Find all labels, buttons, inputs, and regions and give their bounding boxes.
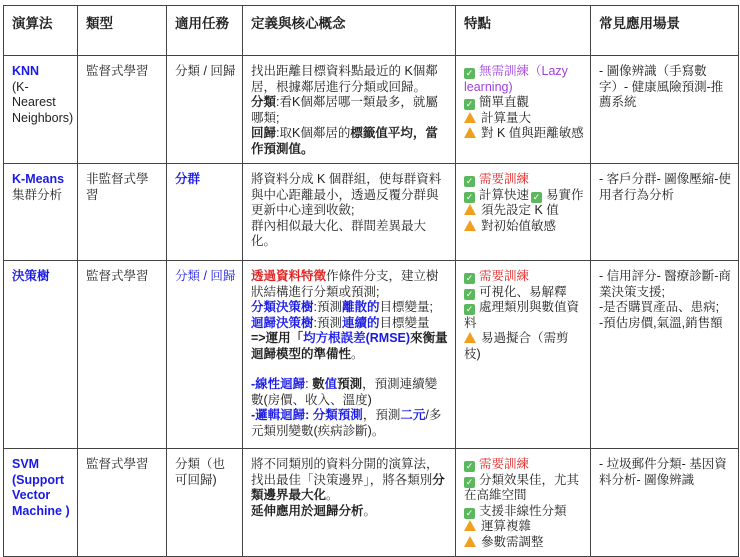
definition-cell — [243, 261, 456, 449]
algorithm-cell — [4, 164, 78, 261]
column-header: 演算法 — [4, 6, 78, 56]
text-segment: KNN — [12, 64, 40, 78]
feature-item — [464, 172, 584, 188]
text-segment: 決策樹 — [12, 269, 50, 283]
features-cell — [456, 449, 591, 557]
text-segment: =>運用「 — [251, 331, 304, 345]
text-segment: -線性迴歸 — [251, 377, 306, 391]
text-segment: 需要訓練 — [479, 269, 530, 283]
text-segment: - 圖像辨識（手寫數字）- 健康風險預測-推薦系統 — [599, 64, 724, 109]
paragraph — [251, 362, 449, 377]
feature-item — [464, 269, 584, 285]
text-segment: -是否購買產品、患病; — [599, 300, 720, 314]
feature-item — [464, 504, 584, 520]
warning-icon — [464, 127, 476, 138]
text-segment: 運算複雜 — [481, 519, 532, 533]
feature-item — [464, 188, 584, 204]
text-segment: 對 K 值與距離敏感 — [481, 126, 584, 140]
paragraph — [251, 95, 449, 126]
text-segment: 計算快速 — [479, 187, 530, 202]
text-segment: 均方根誤差(RMSE) — [303, 331, 411, 345]
text-segment: 預測 — [337, 377, 363, 391]
feature-item — [464, 300, 584, 331]
feature-item — [464, 111, 584, 127]
paragraph — [599, 316, 732, 332]
text-segment: 數 — [312, 377, 325, 391]
feature-item — [464, 95, 584, 111]
algorithm-cell — [4, 261, 78, 449]
header-row — [4, 6, 739, 56]
text-segment: 支援非線性分類 — [479, 503, 567, 518]
text-segment: 分類 / 回歸 — [175, 64, 236, 78]
algorithm-comparison-table — [3, 5, 739, 557]
algorithm-cell — [4, 449, 78, 557]
check-icon: ✓ — [465, 507, 474, 518]
text-segment: 可視化、易解釋 — [479, 284, 567, 299]
text-segment: 需要訓練 — [479, 172, 530, 186]
paragraph — [12, 64, 71, 80]
text-segment: :預測 — [313, 300, 342, 314]
column-header: 適用任務 — [167, 6, 243, 56]
paragraph — [599, 172, 732, 203]
text-segment: 目標變量; — [379, 300, 433, 314]
feature-item — [464, 285, 584, 301]
text-segment: :看K個鄰居哪一類最多，就屬哪類; — [251, 95, 438, 125]
feature-item — [464, 331, 584, 362]
type-cell: 監督式學習 — [78, 449, 167, 557]
check-icon: ✓ — [465, 191, 474, 202]
text-segment: -邏輯迴歸: 分類預測 — [251, 408, 363, 422]
warning-icon — [464, 204, 476, 215]
text-segment: - 客戶分群- 圖像壓縮-使用者行為分析 — [599, 172, 731, 202]
table-row — [4, 56, 739, 164]
check-icon: ✓ — [465, 176, 474, 186]
paragraph — [12, 79, 74, 127]
task-cell — [167, 449, 243, 557]
text-segment: 二元 — [400, 408, 426, 422]
text-segment: 延伸應用於迴歸分析 — [251, 503, 364, 518]
warning-icon — [464, 112, 476, 123]
text-segment: 來衡量迴歸模型的準備性 — [251, 331, 448, 361]
check-icon: ✓ — [465, 68, 474, 78]
text-segment: 。 — [326, 488, 339, 502]
text-segment: 將資料分成 K 個群組，使每群資料與中心距離最小，透過反覆分群與更新中心達到收斂; — [251, 172, 442, 217]
check-icon: ✓ — [465, 461, 474, 471]
text-segment: - 垃圾郵件分類- 基因資料分析- 圖像辨識 — [599, 457, 727, 487]
feature-item — [464, 457, 584, 473]
paragraph — [599, 269, 732, 300]
feature-item — [464, 64, 584, 95]
warning-icon — [464, 332, 476, 343]
text-segment: 無需訓練（Lazy learning) — [464, 64, 568, 94]
definition-cell — [243, 449, 456, 557]
text-segment: 分類效果佳，尤其在高維空間 — [464, 472, 580, 502]
paragraph — [12, 172, 71, 188]
applications-cell — [591, 261, 739, 449]
type-cell: 非監督式學習 — [78, 164, 167, 261]
text-segment: 計算量大 — [481, 110, 532, 125]
text-segment: 集群分析 — [12, 187, 63, 202]
text-segment: :取K個鄰居的 — [276, 126, 351, 140]
warning-icon — [464, 220, 476, 231]
text-segment: 將不同類別的資料分開的演算法，找出最佳「決策邊界」，將各類別 — [251, 457, 439, 487]
paragraph — [12, 269, 71, 285]
warning-icon — [464, 520, 476, 531]
paragraph — [251, 408, 449, 439]
table-row — [4, 164, 739, 261]
type-cell: 監督式學習 — [78, 56, 167, 164]
text-segment: 群內相似最大化、群間差異最大化。 — [251, 218, 427, 248]
text-segment: : — [305, 377, 313, 391]
paragraph — [251, 331, 449, 362]
paragraph — [599, 300, 732, 316]
feature-item — [464, 535, 584, 551]
check-icon: ✓ — [532, 191, 541, 202]
algorithm-cell — [4, 56, 78, 164]
text-segment: 作條件分支，建立樹狀結構進行分類或預測; — [251, 269, 439, 299]
text-segment: :預測 — [313, 315, 342, 330]
feature-item — [464, 519, 584, 535]
features-cell — [456, 164, 591, 261]
text-segment: 易過擬合（需剪枝) — [464, 331, 569, 361]
column-header: 常見應用場景 — [591, 6, 739, 56]
text-segment: 目標變量 — [379, 315, 430, 330]
paragraph — [251, 269, 449, 300]
text-segment: ，預測連續變數(房價、收入、溫度) — [251, 377, 438, 407]
features-cell — [456, 56, 591, 164]
text-segment: SVM (Support Vector Machine ) — [12, 457, 70, 518]
text-segment: 處理類別與數值資料 — [464, 300, 580, 330]
features-cell — [456, 261, 591, 449]
task-cell — [167, 56, 243, 164]
text-segment: (K-Nearest Neighbors) — [12, 79, 74, 125]
paragraph — [251, 300, 449, 316]
text-segment: 分類邊界最大化 — [251, 472, 445, 502]
definition-cell — [243, 164, 456, 261]
type-cell: 監督式學習 — [78, 261, 167, 449]
check-icon: ✓ — [465, 99, 474, 109]
text-segment: 迴歸決策樹 — [251, 315, 314, 330]
text-segment: 連續的 — [342, 315, 380, 330]
text-segment: 找出距離目標資料點最近的 K個鄰居，根據鄰居進行分類或回歸。 — [251, 64, 438, 94]
check-icon: ✓ — [465, 476, 474, 487]
text-segment: 對初始值敏感 — [481, 218, 557, 233]
text-segment: 回歸 — [251, 126, 277, 140]
paragraph — [599, 457, 732, 488]
text-segment: 分群 — [175, 172, 201, 186]
text-segment: 參數需調整 — [481, 534, 544, 549]
text-segment: -預估房價,氣溫,銷售額 — [599, 315, 723, 330]
text-segment: 。 — [351, 346, 364, 361]
column-header: 定義與核心概念 — [243, 6, 456, 56]
text-segment: 分類（也可回歸) — [175, 457, 226, 487]
check-icon: ✓ — [465, 273, 474, 283]
paragraph — [12, 188, 71, 204]
paragraph — [12, 457, 71, 519]
text-segment: - 信用評分- 醫療診斷-商業決策支援; — [599, 269, 731, 299]
applications-cell — [591, 56, 739, 164]
text-segment: 須先設定 K 值 — [481, 203, 559, 217]
definition-cell — [243, 56, 456, 164]
column-header: 類型 — [78, 6, 167, 56]
feature-item — [464, 203, 584, 219]
text-segment: ，預測 — [362, 408, 401, 422]
text-segment: 離散的 — [342, 300, 380, 314]
paragraph — [251, 219, 449, 250]
text-segment: 簡單直觀 — [479, 95, 530, 109]
text-segment: 標籤值平均，當作預測值。 — [251, 126, 438, 156]
paragraph — [599, 64, 732, 111]
task-cell — [167, 164, 243, 261]
paragraph — [251, 126, 449, 157]
table-row — [4, 261, 739, 449]
text-segment: 值 — [324, 377, 338, 391]
check-icon: ✓ — [465, 304, 474, 314]
text-segment: K-Means — [12, 172, 65, 186]
warning-icon — [464, 536, 476, 547]
paragraph — [251, 64, 449, 95]
paragraph — [251, 504, 449, 520]
table-row — [4, 449, 739, 557]
applications-cell — [591, 164, 739, 261]
task-cell — [167, 261, 243, 449]
text-segment: /多元類別變數(疾病診斷)。 — [251, 408, 442, 438]
feature-item — [464, 473, 584, 504]
text-segment: 分類決策樹 — [251, 300, 314, 314]
paragraph — [251, 377, 449, 408]
text-segment: 分類 — [251, 95, 277, 109]
paragraph — [251, 457, 449, 504]
paragraph — [251, 172, 449, 219]
text-segment: 透過資料特徵 — [251, 269, 327, 283]
feature-item — [464, 126, 584, 142]
feature-item — [464, 219, 584, 235]
applications-cell — [591, 449, 739, 557]
text-segment: 分類 / 回歸 — [175, 269, 236, 283]
check-icon: ✓ — [465, 288, 474, 299]
paragraph — [251, 316, 449, 332]
text-segment: 需要訓練 — [479, 457, 530, 471]
text-segment: 。 — [363, 503, 377, 518]
column-header: 特點 — [456, 6, 591, 56]
text-segment: 易實作 — [546, 187, 584, 202]
